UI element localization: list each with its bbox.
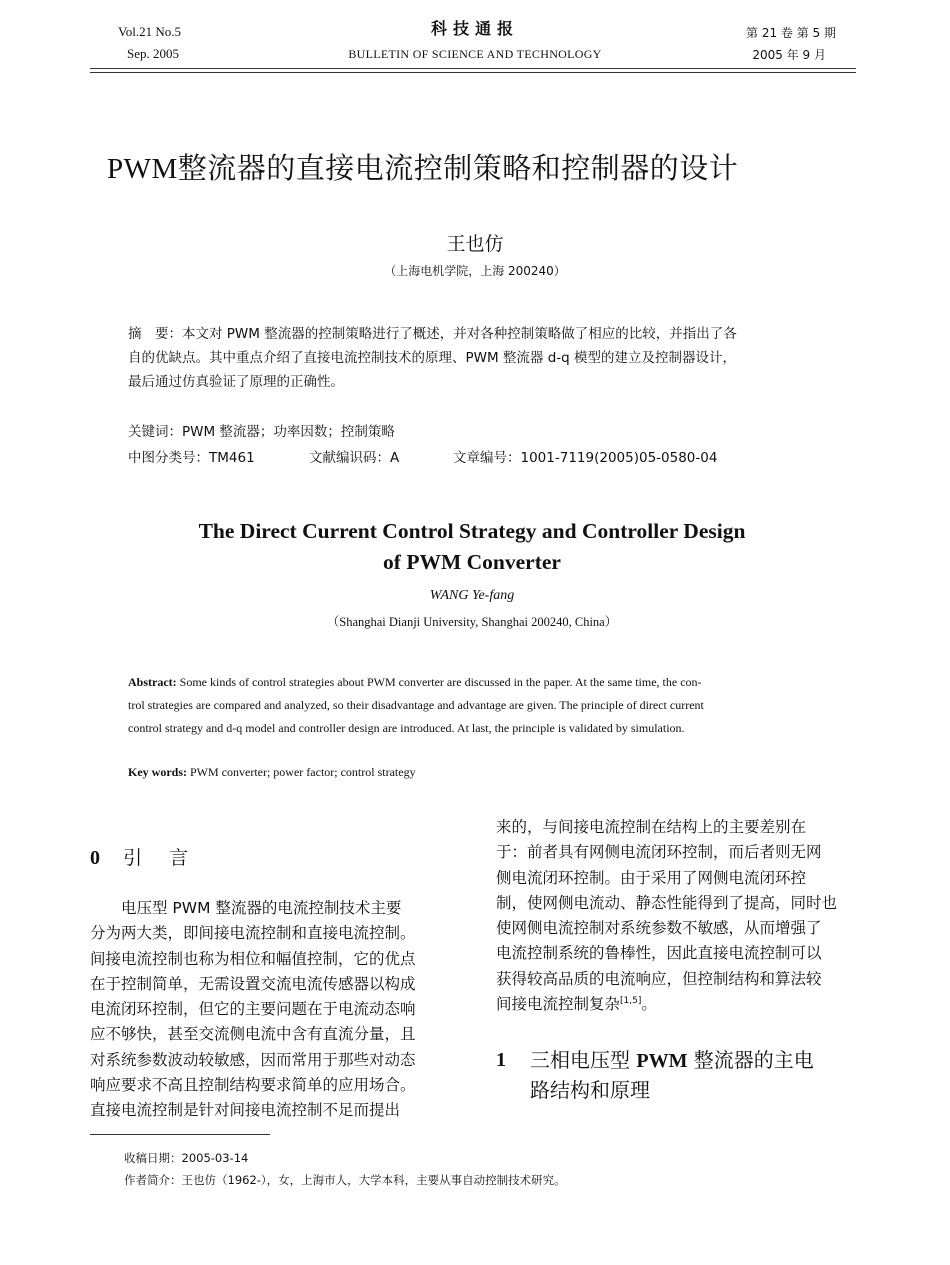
citation-ref: [1,5] <box>620 995 642 1006</box>
footnote-author-bio: 作者简介：王也仿（1962-），女，上海市人，大学本科，主要从事自动控制技术研究。 <box>124 1173 566 1187</box>
section-0-heading <box>90 843 192 870</box>
body-line: 间接电流控制也称为相位和幅值控制，它的优点 <box>90 949 416 968</box>
abstract-cn-line: 摘 要：本文对 PWM 整流器的控制策略进行了概述，并对各种控制策略做了相应的比较，并指出了各 <box>128 326 737 342</box>
title-en-line: of PWM Converter <box>383 550 561 574</box>
section-1-title-bold: PWM <box>636 1050 688 1072</box>
paper-title-cn <box>107 146 738 187</box>
affiliation-cn: （上海电机学院，上海 200240） <box>384 264 566 278</box>
body-line: 侧电流闭环控制。由于采用了网侧电流闭环控 <box>496 868 807 887</box>
section-1-title-part: 整流器的主电 <box>687 1048 814 1072</box>
header-rule-bottom <box>90 72 856 73</box>
footnote-received: 收稿日期：2005-03-14 <box>124 1151 249 1165</box>
section-1-number: 1 <box>496 1049 506 1071</box>
body-line: 在于控制简单，无需设置交流电流传感器以构成 <box>90 974 416 993</box>
issue-date-cn: 2005 年 9 月 <box>752 48 826 62</box>
body-line: 应不够快，甚至交流侧电流中含有直流分量，且 <box>90 1025 416 1044</box>
section-1-title-part: 三相电压型 <box>530 1048 637 1072</box>
body-line: 电流闭环控制，但它的主要问题在于电流动态响 <box>90 1000 416 1019</box>
body-line: 直接电流控制是针对间接电流控制不足而提出 <box>90 1101 401 1120</box>
abstract-en <box>128 671 828 740</box>
affiliation-en: （Shanghai Dianji University, Shanghai 200240, China） <box>326 615 618 629</box>
clc-number: 中图分类号：TM461 <box>128 450 255 466</box>
keywords-en <box>128 765 416 780</box>
body-line: 响应要求不高且控制结构要求简单的应用场合。 <box>90 1076 416 1095</box>
author-name-en: WANG Ye-fang <box>429 588 515 603</box>
body-line-end: 。 <box>641 995 657 1014</box>
abstract-en-line: Some kinds of control strategies about PWM converter are discussed in the paper. At the same time, the con- <box>176 675 702 689</box>
volume-number: Vol.21 No.5 <box>118 24 181 39</box>
abstract-en-line: control strategy and d-q model and controller design are introduced. At last, the principle is validated by simulation. <box>128 721 685 735</box>
body-line: 获得较高品质的电流响应，但控制结构和算法较 <box>496 969 822 988</box>
header-rule-top <box>90 68 856 69</box>
body-line: 电流控制系统的鲁棒性，因此直接电流控制可以 <box>496 944 822 963</box>
article-number: 文章编号：1001-7119(2005)05-0580-04 <box>453 450 718 466</box>
right-column-body <box>496 815 860 1017</box>
issue-date-en: Sep. 2005 <box>127 46 179 61</box>
body-line: 对系统参数波动较敏感，因而常用于那些对动态 <box>90 1050 416 1069</box>
keywords-en-label: Key words: <box>128 765 187 779</box>
keywords-en-text: PWM converter; power factor; control strategy <box>187 765 416 779</box>
abstract-en-label: Abstract: <box>128 675 177 689</box>
section-0-number: 0 <box>90 847 100 869</box>
section-1-title-line2: 路结构和原理 <box>530 1078 650 1102</box>
title-en-line: The Direct Current Control Strategy and Controller Design <box>198 519 746 543</box>
title-cn-part: 整流器的直接电流控制策略和控制器的设计 <box>177 151 739 185</box>
body-line: 分为两大类，即间接电流控制和直接电流控制。 <box>90 924 416 943</box>
section-0-body <box>90 896 456 1124</box>
document-code: 文献编识码：A <box>309 450 400 466</box>
body-line: 使网侧电流控制对系统参数不敏感，从而增强了 <box>496 919 822 938</box>
body-line: 于：前者具有网侧电流闭环控制，而后者则无网 <box>496 843 822 862</box>
section-0-title: 引 言 <box>123 847 193 869</box>
keywords-cn: 关键词：PWM 整流器；功率因数；控制策略 <box>128 424 395 440</box>
title-latin-part: PWM <box>107 153 178 185</box>
author-name-cn: 王也仿 <box>446 233 504 255</box>
body-line-text: 间接电流控制复杂 <box>496 995 621 1014</box>
abstract-cn <box>128 322 828 394</box>
body-line: 来的，与间接电流控制在结构上的主要差别在 <box>496 818 807 836</box>
abstract-cn-line: 自的优缺点。其中重点介绍了直接电流控制技术的原理、PWM 整流器 d-q 模型的建立及控制器设计， <box>128 350 737 366</box>
footnote-rule <box>90 1134 270 1135</box>
abstract-en-line: trol strategies are compared and analyzed, so their disadvantage and advantage are given. The principle of direct current <box>128 698 704 712</box>
journal-title-cn: 科技通报 <box>430 19 519 38</box>
paper-title-en <box>0 516 944 578</box>
volume-number-cn: 第 21 卷 第 5 期 <box>746 26 836 40</box>
section-1-heading <box>496 1046 860 1105</box>
body-line: 制，使网侧电流动、静态性能得到了提高，同时也 <box>496 893 838 912</box>
body-line-last <box>496 992 860 1017</box>
abstract-cn-line: 最后通过仿真验证了原理的正确性。 <box>128 374 344 390</box>
body-line: 电压型 PWM 整流器的电流控制技术主要 <box>90 899 402 917</box>
journal-title-en: BULLETIN OF SCIENCE AND TECHNOLOGY <box>348 47 602 61</box>
